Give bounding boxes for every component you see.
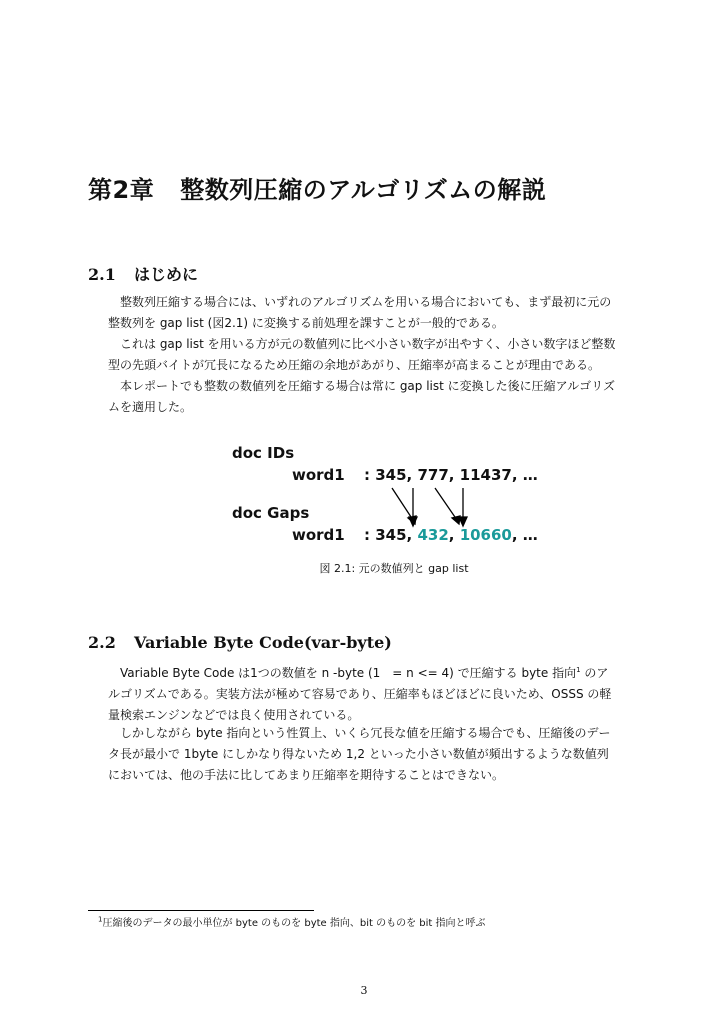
section-title: はじめに xyxy=(134,265,199,284)
doc-gaps-suffix: , … xyxy=(511,526,538,544)
gap-value-1: 432 xyxy=(417,526,449,544)
chapter-number: 第2章 xyxy=(88,176,155,204)
varbyte-paragraph-1 xyxy=(108,660,618,726)
doc-gaps-prefix: : 345, xyxy=(364,526,418,544)
doc-ids-values: : 345, 777, 11437, … xyxy=(364,466,538,484)
chapter-title: 整数列圧縮のアルゴリズムの解説 xyxy=(180,176,547,204)
footnote-rule xyxy=(88,910,314,911)
footnote xyxy=(98,914,486,929)
figure-caption-text: 元の数値列と gap list xyxy=(358,562,469,575)
footnote-text: 圧縮後のデータの最小単位が byte のものを byte 指向、bit のものを bit 指向と呼ぶ xyxy=(102,918,486,929)
intro-paragraph-1: 整数列圧縮する場合には、いずれのアルゴリズムを用いる場合においても、まず最初に元の整数列を gap list (図2.1) に変換する前処理を課すことが一般的である。 xyxy=(108,295,612,330)
varbyte-paragraph-1-end: のアルゴリズムである。実装方法が極めて容易であり、圧縮率もほどほどに良いため、OSSS の軽量検索エンジンなどでは良く使用されている。 xyxy=(108,666,612,722)
doc-gaps-word: word1 xyxy=(292,526,345,544)
intro-paragraph-3: 本レポートでも整数の数値列を圧縮する場合は常に gap list に変換した後に圧縮アルゴリズムを適用した。 xyxy=(108,379,615,414)
doc-gaps-separator: , xyxy=(448,526,460,544)
chapter-heading xyxy=(88,170,546,205)
section-title: Variable Byte Code(var-byte) xyxy=(134,633,392,652)
arrow-line xyxy=(435,488,457,520)
varbyte-paragraph-1-start: Variable Byte Code は1つの数値を n -byte (1 = n <= 4) で圧縮する byte 指向 xyxy=(120,666,577,680)
doc-gaps-values xyxy=(364,526,538,544)
doc-ids-label: doc IDs xyxy=(232,444,295,462)
section-number: 2.2 xyxy=(88,633,116,652)
arrow-line xyxy=(392,488,413,520)
footnote-number: 1 xyxy=(98,915,103,924)
doc-gaps-label: doc Gaps xyxy=(232,504,310,522)
varbyte-paragraph-2: しかしながら byte 指向という性質上、いくら冗長な値を圧縮する場合でも、圧縮後のデータ長が最小で 1byte にしかなり得ないため 1,2 といった小さい数値が頻出するような数値列においては、他の手法に比してあまり圧縮率を期待することはできない。 xyxy=(108,726,611,782)
doc-ids-word: word1 xyxy=(292,466,345,484)
arrow-head xyxy=(459,517,467,526)
gap-list-figure xyxy=(230,440,550,560)
page-number: 3 xyxy=(360,984,368,997)
figure-caption-label: 図 2.1: xyxy=(319,562,356,575)
section-number: 2.1 xyxy=(88,265,116,284)
figure-caption xyxy=(0,560,728,576)
section-heading-varbyte xyxy=(88,633,392,652)
intro-paragraph-2: これは gap list を用いる方が元の数値列に比べ小さい数字が出やすく、小さい数字ほど整数型の先頭バイトが冗長になるため圧縮の余地があがり、圧縮率が高まることが理由である。 xyxy=(108,337,616,372)
footnote-mark: 1 xyxy=(576,666,581,674)
gap-value-2: 10660 xyxy=(459,526,512,544)
section-heading-intro xyxy=(88,262,198,285)
